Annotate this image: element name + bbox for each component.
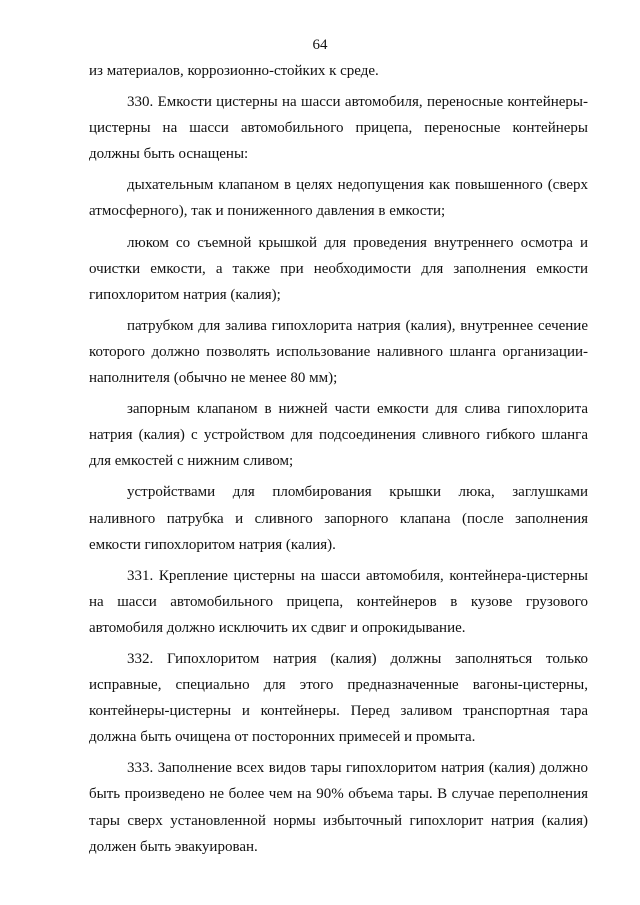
paragraph-333: 333. Заполнение всех видов тары гипохлоритом натрия (калия) должно быть произведено не более чем на 90% объема тары. В случае переполнения тары сверх установленной нормы избыточный гипохлорит натрия (калия) должен быть эвакуирован. xyxy=(89,760,588,855)
paragraph-shutoff-valve: запорным клапаном в нижней части емкости для слива гипохлорита натрия (калия) с устройством для подсоединения сливного гибкого шланга для емкостей с нижним сливом; xyxy=(89,401,588,470)
paragraph-sealing-devices: устройствами для пломбирования крышки люка, заглушками наливного патрубка и сливного запорного клапана (после заполнения емкости гипохлоритом натрия (калия). xyxy=(89,484,588,553)
paragraph-breather-valve: дыхательным клапаном в целях недопущения как повышенного (сверх атмосферного), так и пониженного давления в емкости; xyxy=(89,177,588,220)
paragraph-330: 330. Емкости цистерны на шасси автомобиля, переносные контейнеры-цистерны на шасси автомобильного прицепа, переносные контейнеры должны быть оснащены: xyxy=(89,94,588,163)
paragraph-continuation: из материалов, коррозионно-стойких к среде. xyxy=(89,63,379,79)
paragraph-332: 332. Гипохлоритом натрия (калия) должны заполняться только исправные, специально для этого предназначенные вагоны-цистерны, контейнеры-цистерны и контейнеры. Перед заливом транспортная тара должна быть очищена от посторонних примесей и промыта. xyxy=(89,650,588,746)
document-body xyxy=(89,58,588,860)
page-number: 64 xyxy=(312,37,328,53)
paragraph-331: 331. Крепление цистерны на шасси автомобиля, контейнера-цистерны на шасси автомобильного прицепа, контейнеров в кузове грузового автомобиля должно исключить их сдвиг и опрокидывание. xyxy=(89,567,588,636)
paragraph-filling-pipe: патрубком для залива гипохлорита натрия (калия), внутреннее сечение которого должно позволять использование наливного шланга организации-наполнителя (обычно не менее 80 мм); xyxy=(89,317,588,387)
paragraph-hatch: люком со съемной крышкой для проведения внутреннего осмотра и очистки емкости, а также при необходимости для заполнения емкости гипохлоритом натрия (калия); xyxy=(89,234,588,303)
